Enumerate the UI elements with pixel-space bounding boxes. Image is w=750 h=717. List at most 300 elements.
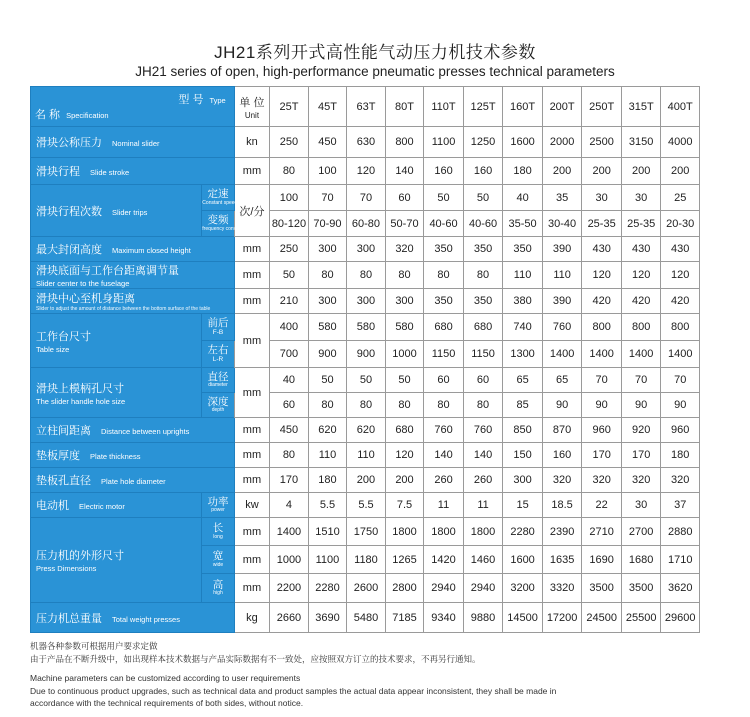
- value-cell: 50: [308, 368, 347, 393]
- type-heading: 型 号 Type: [178, 94, 226, 106]
- value-cell: 40: [503, 185, 543, 211]
- unit-cell: mm: [234, 574, 269, 603]
- value-cell: 1100: [424, 127, 464, 158]
- value-cell: 900: [308, 341, 347, 368]
- value-cell: 2280: [503, 518, 543, 546]
- label-chinese: 滑块上模柄孔尺寸: [36, 382, 124, 395]
- row-label-nominal: [31, 127, 235, 158]
- value-cell: 29600: [661, 603, 700, 633]
- value-cell: 350: [424, 237, 464, 262]
- value-cell: 3320: [542, 574, 582, 603]
- label-english: Nominal slider: [112, 139, 160, 148]
- value-cell: 430: [661, 237, 700, 262]
- value-cell: 80: [385, 262, 424, 289]
- value-cell: 170: [270, 468, 309, 493]
- value-cell: 300: [308, 237, 347, 262]
- value-cell: 40-60: [424, 211, 464, 237]
- label-english: Slider center to the fuselage: [36, 279, 130, 288]
- value-cell: 30-40: [542, 211, 582, 237]
- value-cell: 60: [385, 185, 424, 211]
- value-cell: 200: [347, 468, 386, 493]
- value-cell: 620: [347, 418, 386, 443]
- unit-cell: mm: [234, 237, 269, 262]
- value-cell: 1800: [385, 518, 424, 546]
- unit-cell: 次/分: [234, 185, 269, 237]
- value-cell: 18.5: [542, 493, 582, 518]
- sub-label-chinese: 左右: [207, 344, 229, 356]
- value-cell: 200: [542, 158, 582, 185]
- value-cell: 180: [503, 158, 543, 185]
- value-cell: 760: [463, 418, 503, 443]
- row-plate_thick: [31, 443, 700, 468]
- value-cell: 2280: [308, 574, 347, 603]
- row-label-handle: [31, 368, 202, 418]
- value-cell: 1150: [424, 341, 464, 368]
- value-cell: 80: [308, 262, 347, 289]
- unit-cell: mm: [234, 468, 269, 493]
- sub-label: [202, 185, 238, 211]
- unit-cell: mm: [234, 158, 269, 185]
- value-cell: 300: [347, 237, 386, 262]
- value-cell: 2390: [542, 518, 582, 546]
- value-cell: 1250: [463, 127, 503, 158]
- row-table-fb: [31, 314, 700, 341]
- value-cell: 390: [542, 237, 582, 262]
- model-header: 250T: [582, 87, 622, 127]
- value-cell: 350: [424, 289, 464, 314]
- value-cell: 1400: [621, 341, 661, 368]
- value-cell: 3690: [308, 603, 347, 633]
- sub-label-english: frequency conversion: [202, 225, 250, 232]
- value-cell: 80: [347, 393, 386, 418]
- value-cell: 200: [385, 468, 424, 493]
- value-cell: 2800: [385, 574, 424, 603]
- value-cell: 11: [463, 493, 503, 518]
- row-uprights: [31, 418, 700, 443]
- value-cell: 420: [661, 289, 700, 314]
- value-cell: 900: [347, 341, 386, 368]
- unit-cell: mm: [234, 314, 269, 368]
- value-cell: 630: [347, 127, 386, 158]
- value-cell: 200: [621, 158, 661, 185]
- row-label-plate_hole: [31, 468, 235, 493]
- value-cell: 120: [621, 262, 661, 289]
- value-cell: 960: [582, 418, 622, 443]
- value-cell: 140: [424, 443, 464, 468]
- value-cell: 80: [385, 393, 424, 418]
- value-cell: 30: [582, 185, 622, 211]
- value-cell: 5.5: [347, 493, 386, 518]
- value-cell: 450: [270, 418, 309, 443]
- value-cell: 1000: [270, 546, 309, 574]
- value-cell: 30: [621, 185, 661, 211]
- value-cell: 24500: [582, 603, 622, 633]
- unit-cell: mm: [234, 518, 269, 546]
- value-cell: 90: [582, 393, 622, 418]
- sub-label-chinese: 深度: [207, 395, 229, 408]
- value-cell: 40-60: [463, 211, 503, 237]
- row-throat: [31, 289, 700, 314]
- row-adjust: [31, 262, 700, 289]
- value-cell: 3150: [621, 127, 661, 158]
- unit-heading: 单 位 Unit: [234, 87, 269, 127]
- value-cell: 50: [424, 185, 464, 211]
- value-cell: 80: [424, 262, 464, 289]
- value-cell: 2700: [621, 518, 661, 546]
- value-cell: 160: [542, 443, 582, 468]
- value-cell: 2500: [582, 127, 622, 158]
- value-cell: 420: [582, 289, 622, 314]
- value-cell: 760: [424, 418, 464, 443]
- value-cell: 140: [463, 443, 503, 468]
- model-header: 400T: [661, 87, 700, 127]
- unit-cell: kn: [234, 127, 269, 158]
- sub-label: [202, 211, 250, 237]
- unit-cell: mm: [234, 546, 269, 574]
- label-chinese: 工作台尺寸: [36, 330, 91, 343]
- value-cell: 1680: [621, 546, 661, 574]
- sub-label: [202, 368, 234, 393]
- value-cell: 380: [503, 289, 543, 314]
- sub-label: [202, 493, 234, 518]
- label-english: The slider handle hole size: [36, 396, 126, 406]
- value-cell: 80: [270, 443, 309, 468]
- value-cell: 300: [503, 468, 543, 493]
- sub-label: [202, 314, 234, 341]
- value-cell: 22: [582, 493, 622, 518]
- value-cell: 30: [621, 493, 661, 518]
- label-english: Slider trips: [112, 207, 148, 217]
- value-cell: 160: [424, 158, 464, 185]
- value-cell: 3500: [582, 574, 622, 603]
- label-english: Slide stroke: [90, 168, 130, 177]
- value-cell: 25: [661, 185, 700, 211]
- row-label-uprights: [31, 418, 235, 443]
- value-cell: 50: [347, 368, 386, 393]
- value-cell: 60: [463, 368, 503, 393]
- value-cell: 2710: [582, 518, 622, 546]
- note-line: 机器各种参数可根据用户要求定做: [30, 641, 158, 651]
- value-cell: 1510: [308, 518, 347, 546]
- sub-label-chinese: 宽: [212, 550, 224, 563]
- name-heading: 名 称 Specification: [35, 109, 109, 121]
- value-cell: 680: [463, 314, 503, 341]
- label-english: Total weight presses: [112, 614, 180, 624]
- model-header: 125T: [463, 87, 503, 127]
- value-cell: 1180: [347, 546, 386, 574]
- value-cell: 320: [385, 237, 424, 262]
- label-chinese: 最大封闭高度: [36, 244, 102, 256]
- value-cell: 800: [621, 314, 661, 341]
- value-cell: 2000: [542, 127, 582, 158]
- model-header: 315T: [621, 87, 661, 127]
- value-cell: 680: [424, 314, 464, 341]
- label-chinese: 立柱间距离: [36, 425, 91, 437]
- value-cell: 60: [270, 393, 309, 418]
- value-cell: 390: [542, 289, 582, 314]
- value-cell: 90: [661, 393, 700, 418]
- row-label-dims: [31, 518, 202, 603]
- unit-cell: mm: [234, 443, 269, 468]
- row-plate_hole: [31, 468, 700, 493]
- footnotes: [30, 640, 730, 710]
- value-cell: 740: [503, 314, 543, 341]
- value-cell: 4: [270, 493, 309, 518]
- value-cell: 7.5: [385, 493, 424, 518]
- value-cell: 25-35: [582, 211, 622, 237]
- label-chinese: 滑块底面与工作台距离调节量: [36, 265, 179, 277]
- row-dims-long: [31, 518, 700, 546]
- sub-label-english: diameter: [208, 382, 228, 389]
- label-chinese: 压力机的外形尺寸: [36, 550, 124, 562]
- value-cell: 350: [463, 237, 503, 262]
- value-cell: 400: [270, 314, 309, 341]
- value-cell: 20-30: [661, 211, 700, 237]
- label-english: Plate thickness: [90, 452, 141, 461]
- value-cell: 70: [347, 185, 386, 211]
- sub-label-english: wide: [212, 561, 224, 568]
- value-cell: 3620: [661, 574, 700, 603]
- value-cell: 140: [385, 158, 424, 185]
- value-cell: 430: [621, 237, 661, 262]
- value-cell: 680: [385, 418, 424, 443]
- model-header: 45T: [308, 87, 347, 127]
- value-cell: 110: [503, 262, 543, 289]
- model-header: 160T: [503, 87, 543, 127]
- sub-label: [202, 546, 234, 574]
- row-label-stroke: [31, 158, 235, 185]
- value-cell: 37: [661, 493, 700, 518]
- value-cell: 40: [270, 368, 309, 393]
- value-cell: 2600: [347, 574, 386, 603]
- value-cell: 350: [463, 289, 503, 314]
- value-cell: 1635: [542, 546, 582, 574]
- header-label-cell: [31, 87, 235, 127]
- value-cell: 1800: [463, 518, 503, 546]
- unit-cell: kw: [234, 493, 269, 518]
- model-header: 200T: [542, 87, 582, 127]
- value-cell: 120: [582, 262, 622, 289]
- row-closed: [31, 237, 700, 262]
- label-english: Electric motor: [79, 502, 125, 511]
- value-cell: 700: [270, 341, 309, 368]
- value-cell: 70: [582, 368, 622, 393]
- value-cell: 100: [270, 185, 309, 211]
- sub-label-chinese: 长: [212, 522, 224, 535]
- value-cell: 9880: [463, 603, 503, 633]
- sub-label-chinese: 变频: [207, 214, 229, 227]
- row-label-throat: [31, 289, 235, 314]
- label-english: Press Dimensions: [36, 564, 97, 573]
- value-cell: 80: [308, 393, 347, 418]
- sub-label: [202, 393, 234, 418]
- value-cell: 920: [621, 418, 661, 443]
- row-motor: [31, 493, 700, 518]
- title-english: JH21 series of open, high-performance pneumatic presses technical parameters: [135, 64, 615, 79]
- value-cell: 15: [503, 493, 543, 518]
- value-cell: 580: [347, 314, 386, 341]
- row-handle-dia: [31, 368, 700, 393]
- sub-label-chinese: 直径: [207, 370, 229, 383]
- value-cell: 80-120: [270, 211, 309, 237]
- value-cell: 50: [385, 368, 424, 393]
- label-chinese: 滑块行程次数: [36, 205, 102, 218]
- value-cell: 800: [385, 127, 424, 158]
- model-header: 80T: [385, 87, 424, 127]
- value-cell: 1800: [424, 518, 464, 546]
- value-cell: 350: [503, 237, 543, 262]
- note-line: Due to continuous product upgrades, such as technical data and product samples the actual data appear inconsistent, they shall be made in: [30, 685, 557, 696]
- value-cell: 80: [270, 158, 309, 185]
- note-line: Machine parameters can be customized according to user requirements: [30, 673, 301, 683]
- label-chinese: 垫板孔直径: [36, 475, 91, 487]
- model-header: 63T: [347, 87, 386, 127]
- value-cell: 90: [542, 393, 582, 418]
- value-cell: 2940: [463, 574, 503, 603]
- value-cell: 1400: [582, 341, 622, 368]
- row-weight: [31, 603, 700, 633]
- value-cell: 80: [463, 393, 503, 418]
- value-cell: 70: [661, 368, 700, 393]
- value-cell: 90: [621, 393, 661, 418]
- value-cell: 450: [308, 127, 347, 158]
- value-cell: 5480: [347, 603, 386, 633]
- value-cell: 580: [308, 314, 347, 341]
- value-cell: 110: [542, 262, 582, 289]
- value-cell: 110: [347, 443, 386, 468]
- unit-cell: mm: [234, 289, 269, 314]
- value-cell: 7185: [385, 603, 424, 633]
- model-header: 25T: [270, 87, 309, 127]
- sub-label-chinese: 高: [212, 578, 224, 591]
- label-chinese: 垫板厚度: [36, 450, 80, 462]
- value-cell: 25-35: [621, 211, 661, 237]
- value-cell: 170: [582, 443, 622, 468]
- row-label-closed: [31, 237, 235, 262]
- value-cell: 1420: [424, 546, 464, 574]
- sub-label-english: L-R: [212, 355, 224, 363]
- value-cell: 85: [503, 393, 543, 418]
- value-cell: 100: [308, 158, 347, 185]
- value-cell: 1750: [347, 518, 386, 546]
- label-english: Maximum closed height: [112, 246, 191, 255]
- value-cell: 1400: [542, 341, 582, 368]
- value-cell: 50: [270, 262, 309, 289]
- sub-label: [202, 518, 234, 546]
- value-cell: 70: [621, 368, 661, 393]
- value-cell: 960: [661, 418, 700, 443]
- value-cell: 1710: [661, 546, 700, 574]
- value-cell: 300: [385, 289, 424, 314]
- row-label-plate_thick: [31, 443, 235, 468]
- value-cell: 150: [503, 443, 543, 468]
- value-cell: 1265: [385, 546, 424, 574]
- value-cell: 260: [424, 468, 464, 493]
- label-english: Table size: [36, 344, 70, 354]
- label-english: Slider to adjust the amount of distance between the bottom surface of the table: [36, 305, 211, 312]
- value-cell: 320: [542, 468, 582, 493]
- label-chinese: 滑块公称压力: [36, 137, 102, 149]
- sub-label-english: F-B: [212, 328, 224, 336]
- value-cell: 870: [542, 418, 582, 443]
- title-chinese: JH21系列开式高性能气动压力机技术参数: [214, 43, 536, 62]
- value-cell: 250: [270, 237, 309, 262]
- sub-label: [202, 574, 234, 603]
- value-cell: 430: [582, 237, 622, 262]
- value-cell: 80: [347, 262, 386, 289]
- label-english: Plate hole diameter: [101, 477, 166, 486]
- value-cell: 620: [308, 418, 347, 443]
- header-row: [31, 87, 700, 127]
- value-cell: 320: [582, 468, 622, 493]
- value-cell: 3500: [621, 574, 661, 603]
- value-cell: 65: [503, 368, 543, 393]
- value-cell: 35: [542, 185, 582, 211]
- value-cell: 70: [308, 185, 347, 211]
- value-cell: 160: [463, 158, 503, 185]
- value-cell: 120: [661, 262, 700, 289]
- label-english: Distance between uprights: [101, 427, 190, 436]
- value-cell: 17200: [542, 603, 582, 633]
- label-chinese: 滑块行程: [36, 166, 80, 178]
- value-cell: 300: [347, 289, 386, 314]
- value-cell: 1400: [270, 518, 309, 546]
- value-cell: 14500: [503, 603, 543, 633]
- value-cell: 1400: [661, 341, 700, 368]
- unit-cell: mm: [234, 418, 269, 443]
- label-chinese: 电动机: [36, 500, 69, 512]
- value-cell: 200: [661, 158, 700, 185]
- sub-label-english: depth: [211, 407, 225, 414]
- value-cell: 50-70: [385, 211, 424, 237]
- sub-label: [202, 341, 234, 368]
- row-trips-fixed: [31, 185, 700, 211]
- row-label-motor: [31, 493, 202, 518]
- value-cell: 5.5: [308, 493, 347, 518]
- value-cell: 1600: [503, 546, 543, 574]
- value-cell: 320: [621, 468, 661, 493]
- sub-label-chinese: 功率: [207, 495, 229, 508]
- value-cell: 1600: [503, 127, 543, 158]
- note-line: 由于产品在不断升级中，如出现样本技术数据与产品实际数据有不一致处，应按照双方订立的技术要求，不再另行通知。: [30, 653, 481, 664]
- row-label-trips: [31, 185, 202, 237]
- row-label-table: [31, 314, 202, 368]
- spec-table: [30, 86, 700, 633]
- row-stroke: [31, 158, 700, 185]
- row-nominal: [31, 127, 700, 158]
- value-cell: 1460: [463, 546, 503, 574]
- row-label-adjust: [31, 262, 235, 289]
- value-cell: 70-90: [308, 211, 347, 237]
- value-cell: 80: [463, 262, 503, 289]
- value-cell: 180: [661, 443, 700, 468]
- note-line: accordance with the technical requirements of both sides, without notice.: [30, 698, 304, 708]
- unit-cell: mm: [234, 262, 269, 289]
- value-cell: 420: [621, 289, 661, 314]
- value-cell: 120: [385, 443, 424, 468]
- model-header: 110T: [424, 87, 464, 127]
- value-cell: 2200: [270, 574, 309, 603]
- sub-label-chinese: 定速: [207, 188, 229, 201]
- value-cell: 65: [542, 368, 582, 393]
- unit-cell: mm: [234, 368, 269, 418]
- value-cell: 120: [347, 158, 386, 185]
- value-cell: 210: [270, 289, 309, 314]
- sub-label-chinese: 前后: [207, 317, 229, 329]
- value-cell: 1000: [385, 341, 424, 368]
- value-cell: 110: [308, 443, 347, 468]
- value-cell: 800: [661, 314, 700, 341]
